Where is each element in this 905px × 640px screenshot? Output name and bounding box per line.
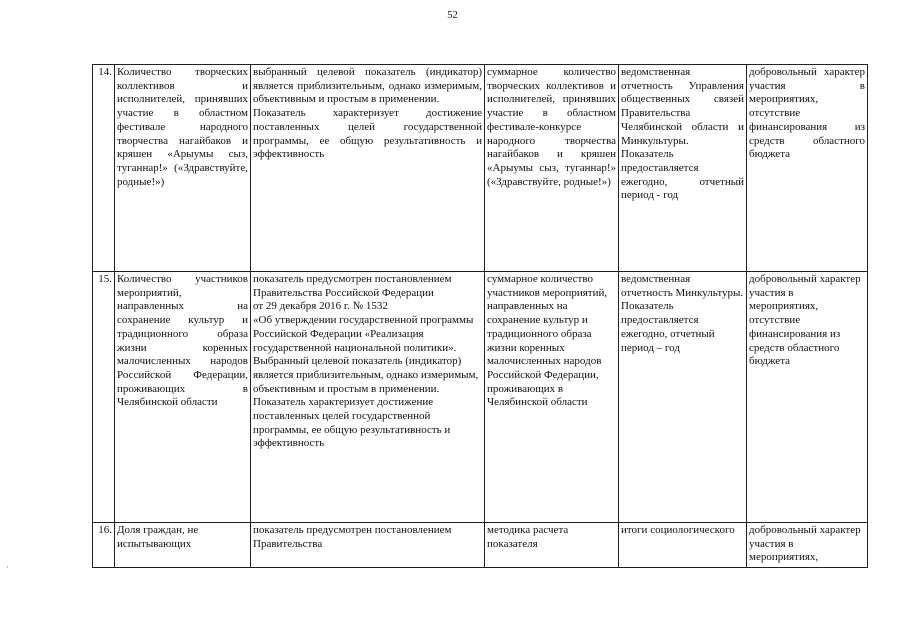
justification-cell [251, 272, 485, 523]
table-row [93, 65, 868, 272]
indicator-name-cell [115, 65, 251, 272]
table-row [93, 523, 868, 568]
calculation-method: суммарное количество участников мероприятий, направленных на сохранение культур и традиционного образа жизни коренных малочисленных народов Российской Федерации, проживающих в Челябинской области [487, 273, 608, 409]
table-row [93, 272, 868, 523]
calculation-cell [485, 523, 619, 568]
scan-margin-mark: · [6, 562, 9, 572]
justification-cell [251, 65, 485, 272]
calculation-method: суммарное количество творческих коллективов и исполнителей, принявших участие в областном фестивале-конкурсе народного творчества нагайбаков и кряшен «Арыумы сыз, туганнар!» («Здравствуйте, родные!») [487, 66, 616, 188]
row-number: 14. [93, 65, 115, 272]
justification: показатель предусмотрен постановлением Правительства Российской Федерации от 29 декабря 2016 г. № 1532 «Об утверждении государственной программы Российской Федерации «Реализация государственной национальной политики». Выбранный целевой показатель (индикатор) является приблизительным, однако измеримым, объективным и простым в применении. Показатель характеризует достижение поставленных целей государственной программы, ее общую результативность и эффективность [253, 273, 479, 450]
justification: выбранный целевой показатель (индикатор) является приблизительным, однако измеримым, объективным и простым в применении. Показатель характеризует достижение поставленных целей государственной программы, ее общую результативность и эффективность [253, 66, 482, 161]
data-source-cell [619, 523, 747, 568]
risk-factors-cell [747, 65, 868, 272]
indicator-name: Количество творческих коллективов и исполнителей, принявших участие в областном фестивале народного творчества нагайбаков и кряшен «Арыумы сыз, туганнар!» («Здравствуйте, родные!») [117, 66, 248, 188]
justification: показатель предусмотрен постановлением Правительства [253, 524, 452, 550]
data-source-cell [619, 272, 747, 523]
risk-factors: добровольный характер участия в мероприятиях, отсутствие финансирования из средств областного бюджета [749, 66, 865, 161]
data-source-cell [619, 65, 747, 272]
data-source: ведомственная отчетность Управления общественных связей Правительства Челябинской области и Минкультуры. Показатель предоставляется ежегодно, отчетный период - год [621, 66, 744, 202]
indicator-name-cell [115, 523, 251, 568]
risk-factors: добровольный характер участия в мероприятиях, отсутствие финансирования из средств областного бюджета [749, 273, 861, 368]
calculation-cell [485, 272, 619, 523]
justification-cell [251, 523, 485, 568]
data-source: ведомственная отчетность Минкультуры. Показатель предоставляется ежегодно, отчетный период – год [621, 273, 744, 354]
calculation-cell [485, 65, 619, 272]
indicator-name: Доля граждан, не испытывающих [117, 524, 199, 550]
calculation-method: методика расчета показателя [487, 524, 569, 550]
risk-factors: добровольный характер участия в мероприятиях, [749, 524, 861, 564]
indicator-name: Количество участников мероприятий, направленных на сохранение культур и традиционного образа жизни коренных малочисленных народов Российской Федерации, проживающих в Челябинской области [117, 273, 248, 409]
risk-factors-cell [747, 523, 868, 568]
page-number: 52 [447, 10, 458, 21]
data-source: итоги социологического [621, 524, 735, 536]
indicators-table [92, 64, 868, 568]
indicator-name-cell [115, 272, 251, 523]
row-number: 16. [93, 523, 115, 568]
row-number: 15. [93, 272, 115, 523]
risk-factors-cell [747, 272, 868, 523]
